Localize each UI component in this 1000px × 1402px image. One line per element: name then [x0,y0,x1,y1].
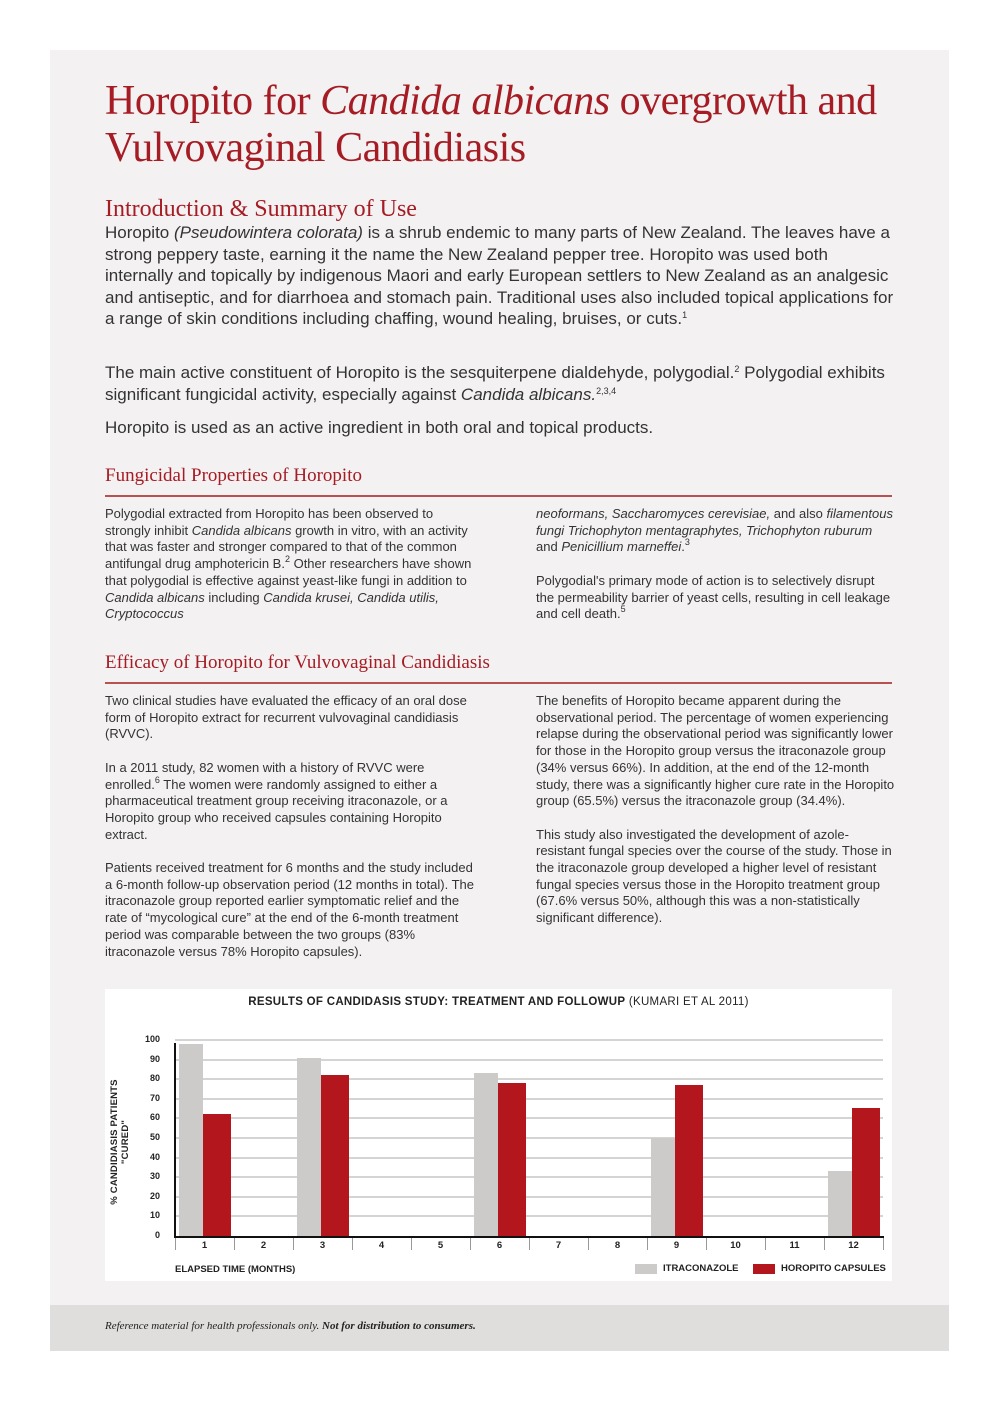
y-tick-label: 60 [149,1112,160,1123]
footer-disclaimer: Reference material for health professionals only. Not for distribution to consumers. [105,1320,476,1332]
fungicidal-right-column [536,506,896,640]
fungicidal-heading: Fungicidal Properties of Horopito [105,465,362,486]
bar-horopito [852,1108,880,1236]
legend-itraconazole [635,1263,738,1274]
fungicidal-paragraph-1: Polygodial extracted from Horopito has been observed to strongly inhibit Candida albicans growth in vitro, with an activity that was faster and stronger compared to that of the common antifungal drug amphotericin B.$^2$ Other researchers have shown that polygodial is effective against yeast-like fungi in addition to Candida albicans including Candida krusei, Candida utilis, Cryptococcus [105,506,472,622]
y-tick-label: 20 [149,1190,160,1201]
bar-itraconazole [828,1171,852,1236]
bar-horopito [498,1083,526,1236]
y-tick-label: 70 [149,1092,160,1103]
x-tick-label: 6 [496,1240,503,1251]
x-tick-label: 2 [260,1240,267,1251]
gridline [175,1137,883,1139]
gridline [175,1157,883,1159]
document-title: Horopito for Candida albicans overgrowth and Vulvovaginal Candidiasis [105,78,877,171]
efficacy-paragraph-2: In a 2011 study, 82 women with a history of RVVC were enrolled.$^6$ The women were randomly assigned to either a pharmaceutical treatment group receiving itraconazole, or a Horopito group who received capsules containing Horopito extract. [105,759,448,842]
efficacy-paragraph-5: This study also investigated the development of azole-resistant fungal species over the course of the study. Those in the itraconazole group developed a higher level of resistant fungal species versus those in the Horopito treatment group (67.6% versus 50%, although this was a non-statistically significant difference). [536,826,892,926]
bar-itraconazole [179,1044,203,1236]
x-tick-label: 9 [673,1240,680,1251]
gridline [175,1117,883,1119]
y-tick-label: 50 [149,1132,160,1142]
gridline [175,1098,883,1100]
efficacy-paragraph-4: The benefits of Horopito became apparent during the observational period. The percentage of women experiencing relapse during the observational period was significantly lower for those in the Horopito group versus the itraconazole group (34% versus 66%). In addition, at the end of the 12-month study, there was a significantly higher cure rate in the Horopito group (65.5%) versus the itraconazole group (34.4%). [536,693,895,809]
bar-itraconazole [297,1058,321,1236]
y-tick-label: 40 [149,1151,160,1162]
gridline [175,1196,883,1198]
fungicidal-left-column [105,506,475,640]
x-tick-label: 1 [201,1240,208,1251]
efficacy-right-column [536,693,896,944]
fungicidal-paragraph-1-cont: neoformans, Saccharomyces cerevisiae, and also filamentous fungi Trichophyton mentagraphytes, Trichophyton ruburum and Penicillium marneffei.$^3$ [536,506,893,555]
section-divider [105,495,892,497]
section-divider [105,682,892,684]
legend-horopito [753,1263,886,1274]
y-tick-label: 30 [149,1171,160,1182]
intro-heading: Introduction & Summary of Use [105,196,417,222]
y-tick-label: 90 [149,1053,160,1064]
intro-paragraph-2: The main active constituent of Horopito is the sesquiterpene dialdehyde, polygodial.$^2$ Polygodial exhibits significant fungicidal activity, especially against Candida albicans.$^{2,3,4}$ [105,363,885,404]
x-tick-label: 8 [614,1240,621,1251]
chart-title: RESULTS OF CANDIDASIS STUDY: TREATMENT AND FOLLOWUP (KUMARI ET AL 2011) [248,996,749,1008]
x-tick-label: 7 [555,1240,562,1251]
bar-itraconazole [651,1138,675,1236]
legend-label: HOROPITO CAPSULES [781,1263,886,1274]
gridline [175,1039,883,1041]
y-tick-label: 0 [154,1230,160,1240]
x-tick-label: 10 [730,1240,741,1251]
fungicidal-paragraph-2: Polygodial's primary mode of action is to selectively disrupt the permeability barrier of yeast cells, resulting in cell leakage and cell death.$^5$ [536,572,891,622]
gridline [175,1215,883,1217]
x-tick-label: 3 [319,1240,326,1251]
efficacy-left-column [105,693,475,977]
x-tick-label: 4 [378,1240,385,1251]
legend-swatch-gray [635,1264,657,1274]
document-page [50,50,949,1351]
y-tick-label: 100 [144,1034,160,1044]
y-tick-label: 80 [149,1073,160,1084]
gridline [175,1059,883,1061]
efficacy-heading: Efficacy of Horopito for Vulvovaginal Candidiasis [105,652,490,673]
footer-band [50,1305,949,1351]
x-tick-label: 11 [789,1240,800,1251]
x-tick-label: 5 [437,1240,444,1251]
bar-horopito [321,1075,349,1236]
chart-y-axis [174,1043,176,1237]
intro-paragraph-3: Horopito is used as an active ingredient in both oral and topical products. [105,418,654,437]
x-tick-label: 12 [848,1240,859,1251]
bar-itraconazole [474,1073,498,1236]
legend-label: ITRACONAZOLE [663,1263,739,1274]
gridline [175,1176,883,1178]
gridline [175,1078,883,1080]
efficacy-paragraph-3: Patients received treatment for 6 months and the study included a 6-month follow-up observation period (12 months in total). The itraconazole group reported earlier symptomatic relief and the rate of “mycological cure” at the end of the 6-month treatment period was comparable between the two groups (83% itraconazole versus 78% Horopito capsules). [105,860,475,959]
intro-paragraph-1: Horopito (Pseudowintera colorata) is a shrub endemic to many parts of New Zealand. The leaves have a strong peppery taste, earning it the name the New Zealand pepper tree. Horopito was used both internally and topically by indigenous Maori and early European settlers to New Zealand as an analgesic and antiseptic, and for diarrhoea and stomach pain. Traditional uses also included topical applications for a range of skin conditions including chaffing, wound healing, bruises, or cuts.$^1$ [105,223,894,329]
y-tick-label: 10 [149,1210,160,1221]
x-tick-mark [883,1238,884,1250]
efficacy-paragraph-1: Two clinical studies have evaluated the efficacy of an oral dose form of Horopito extract for recurrent vulvovaginal candidiasis (RVVC). [105,693,467,742]
bar-horopito [675,1085,703,1236]
candidiasis-results-chart [105,989,892,1281]
chart-y-axis-label: % CANDIDIASIS PATIENTS "CURED" [109,1079,131,1205]
bar-horopito [203,1114,231,1236]
chart-x-axis-label: ELAPSED TIME (MONTHS) [175,1264,296,1275]
legend-swatch-red [753,1264,775,1274]
